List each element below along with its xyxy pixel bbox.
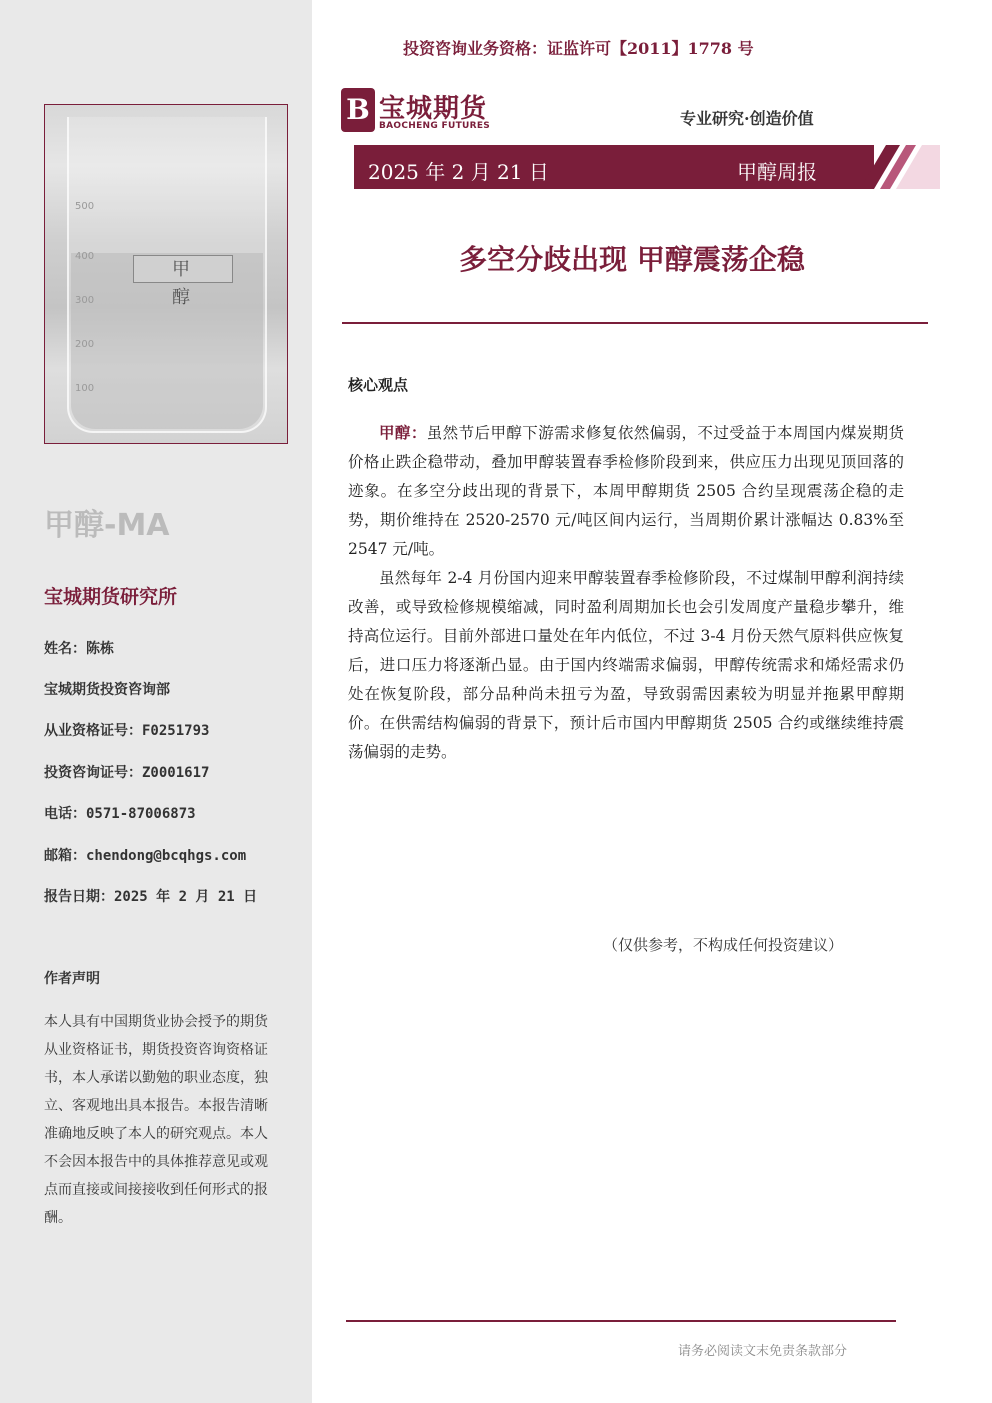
lead-label: 甲醇： bbox=[379, 423, 427, 442]
declaration-title: 作者声明 bbox=[44, 971, 100, 987]
paragraph-1 bbox=[348, 418, 904, 564]
license-line: 投资咨询业务资格：证监许可【2011】1778 号 bbox=[403, 39, 754, 58]
beaker-tick-label: 300 bbox=[75, 295, 95, 306]
sidebar bbox=[0, 0, 312, 1403]
page-title: 多空分歧出现 甲醇震荡企稳 bbox=[459, 243, 805, 276]
company-logo bbox=[341, 88, 505, 134]
banner-stripes-icon bbox=[860, 145, 940, 189]
banner-report-type: 甲醇周报 bbox=[737, 160, 817, 184]
qualification-number: 从业资格证号：F0251793 bbox=[44, 723, 210, 739]
beaker-tick-label: 400 bbox=[75, 251, 95, 262]
product-name: 甲醇-MA bbox=[44, 508, 170, 543]
institute-name: 宝城期货研究所 bbox=[44, 586, 178, 608]
author-department: 宝城期货投资咨询部 bbox=[44, 682, 170, 698]
title-divider bbox=[342, 322, 928, 324]
beaker-tick-label: 200 bbox=[75, 339, 95, 350]
consulting-number: 投资咨询证号：Z0001617 bbox=[44, 765, 210, 781]
slogan: 专业研究·创造价值 bbox=[680, 109, 814, 128]
beaker-label: 甲 醇 bbox=[133, 255, 233, 283]
logo-english-name: BAOCHENG FUTURES bbox=[379, 121, 491, 131]
declaration-text: 本人具有中国期货业协会授予的期货从业资格证书，期货投资咨询资格证书，本人承诺以勤勉的职业态度，独立、客观地出具本报告。本报告清晰准确地反映了本人的研究观点。本人不会因本报告中的具体推荐意见或观点而直接或间接接收到任何形式的报酬。 bbox=[44, 1014, 268, 1226]
email: 邮箱：chendong@bcqhgs.com bbox=[44, 848, 247, 864]
report-body bbox=[348, 418, 904, 767]
methanol-beaker-photo bbox=[44, 104, 288, 444]
footer-note: 请务必阅读文末免责条款部分 bbox=[678, 1344, 848, 1359]
paragraph-1-text: 虽然节后甲醇下游需求修复依然偏弱，不过受益于本周国内煤炭期货价格止跌企稳带动，叠加甲醇装置春季检修阶段到来，供应压力出现见顶回落的迹象。在多空分歧出现的背景下，本周甲醇期货 2505 合约呈现震荡企稳的走势，期价维持在 2520-2570 元/吨区间内运行，当周期价累计涨幅达 0.83%至 2547 元/吨。 bbox=[348, 424, 904, 558]
beaker-tick-label: 100 bbox=[75, 383, 95, 394]
report-date: 报告日期：2025 年 2 月 21 日 bbox=[44, 889, 258, 905]
logo-mark-icon: B bbox=[341, 88, 375, 132]
phone: 电话：0571-87006873 bbox=[44, 806, 196, 822]
section-heading: 核心观点 bbox=[348, 376, 409, 394]
banner-date: 2025 年 2 月 21 日 bbox=[368, 160, 549, 184]
logo-chinese-name: 宝城期货 bbox=[379, 94, 488, 124]
beaker-tick-label: 500 bbox=[75, 201, 95, 212]
author-name: 姓名：陈栋 bbox=[44, 641, 114, 657]
paragraph-2: 虽然每年 2-4 月份国内迎来甲醇装置春季检修阶段，不过煤制甲醇利润持续改善，或导致检修规模缩减，同时盈利周期加长也会引发周度产量稳步攀升，维持高位运行。目前外部进口量处在年内低位，不过 3-4 月份天然气原料供应恢复后，进口压力将逐渐凸显。由于国内终端需求偏弱，甲醇传统需求和烯烃需求仍处在恢复阶段，部分品种尚未扭亏为盈，导致弱需因素较为明显并拖累甲醇期价。在供需结构偏弱的背景下，预计后市国内甲醇期货 2505 合约或继续维持震荡偏弱的走势。 bbox=[348, 569, 904, 761]
advice-disclaimer: （仅供参考，不构成任何投资建议） bbox=[603, 936, 844, 954]
footer-divider bbox=[346, 1320, 896, 1322]
